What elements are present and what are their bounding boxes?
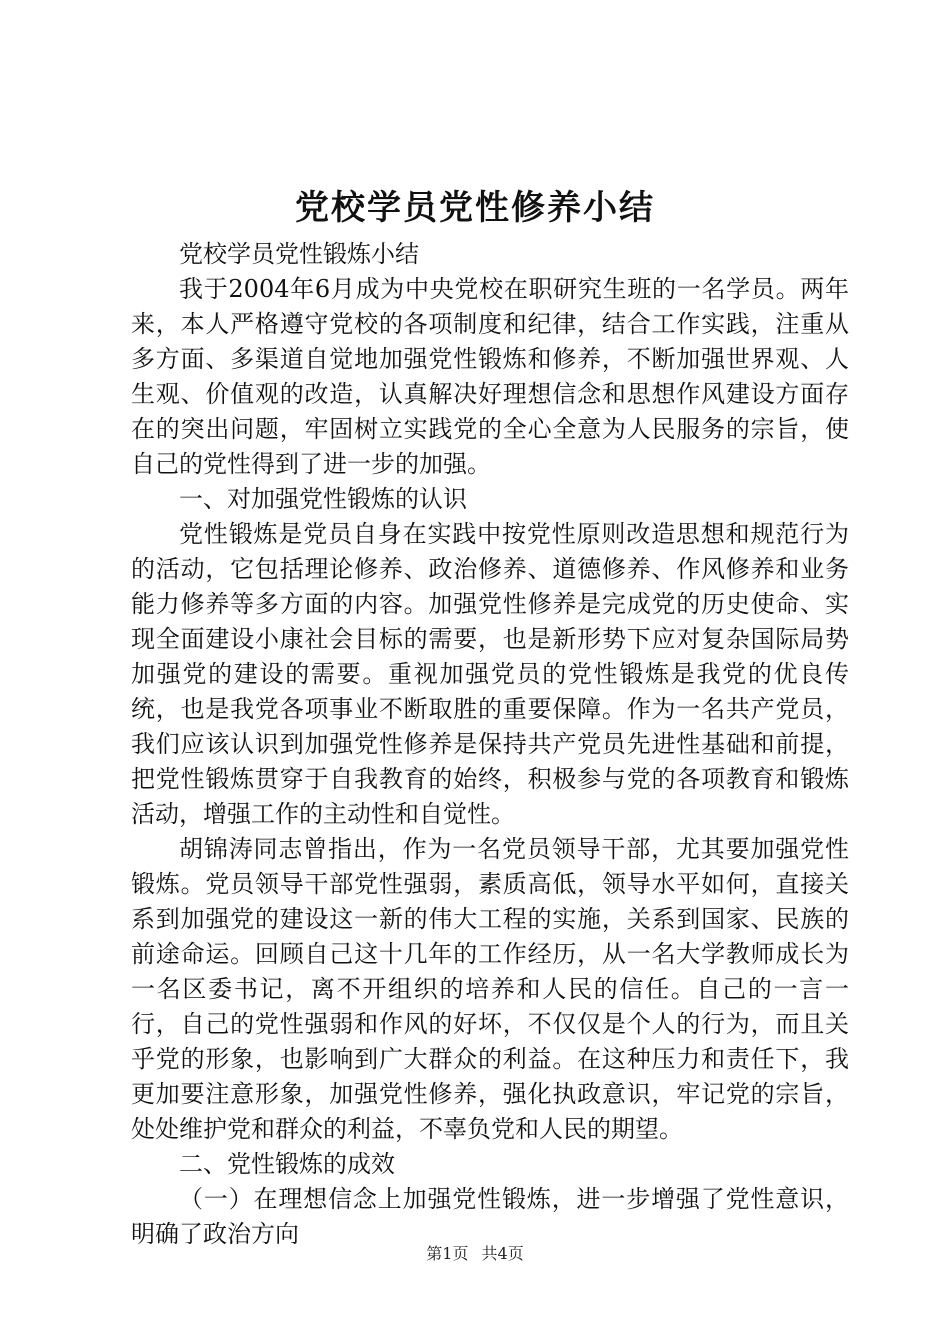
subsection-heading-1: （一）在理想信念上加强党性锻炼，进一步增强了党性意识，明确了政治方向 <box>131 1185 849 1248</box>
section-heading-1: 一、对加强党性锻炼的认识 <box>179 485 467 513</box>
page-number: 第1页 <box>426 1244 469 1263</box>
page-footer <box>0 1242 950 1266</box>
section-heading-2: 二、党性锻炼的成效 <box>179 1150 395 1178</box>
document-title: 党校学员党性修养小结 <box>295 188 655 228</box>
paragraph-understanding: 党性锻炼是党员自身在实践中按党性原则改造思想和规范行为的活动，它包括理论修养、政治修养、道德修养、作风修养和业务能力修养等多方面的内容。加强党性修养是完成党的历史使命、实现全面建设小康社会目标的需要，也是新形势下应对复杂国际局势加强党的建设的需要。重视加强党员的党性锻炼是我党的优良传统，也是我党各项事业不断取胜的重要保障。作为一名共产党员，我们应该认识到加强党性修养是保持共产党员先进性基础和前提，把党性锻炼贯穿于自我教育的始终，积极参与党的各项教育和锻炼活动，增强工作的主动性和自觉性。 <box>131 520 849 828</box>
paragraph-hu-jintao: 胡锦涛同志曾指出，作为一名党员领导干部，尤其要加强党性锻炼。党员领导干部党性强弱，素质高低，领导水平如何，直接关系到加强党的建设这一新的伟大工程的实施，关系到国家、民族的前途命运。回顾自己这十几年的工作经历，从一名大学教师成长为一名区委书记，离不开组织的培养和人民的信任。自己的一言一行，自己的党性强弱和作风的好坏，不仅仅是个人的行为，而且关乎党的形象，也影响到广大群众的利益。在这种压力和责任下，我更加要注意形象，加强党性修养，强化执政意识，牢记党的宗旨，处处维护党和群众的利益，不辜负党和人民的期望。 <box>131 835 849 1143</box>
paragraph-subtitle: 党校学员党性锻炼小结 <box>179 240 419 268</box>
page-total: 共4页 <box>481 1244 524 1263</box>
paragraph-intro: 我于2004年6月成为中央党校在职研究生班的一名学员。两年来，本人严格遵守党校的各项制度和纪律，结合工作实践，注重从多方面、多渠道自觉地加强党性锻炼和修养，不断加强世界观、人生观、价值观的改造，认真解决好理想信念和思想作风建设方面存在的突出问题，牢固树立实践党的全心全意为人民服务的宗旨，使自己的党性得到了进一步的加强。 <box>131 275 849 478</box>
document-body <box>131 237 849 1252</box>
